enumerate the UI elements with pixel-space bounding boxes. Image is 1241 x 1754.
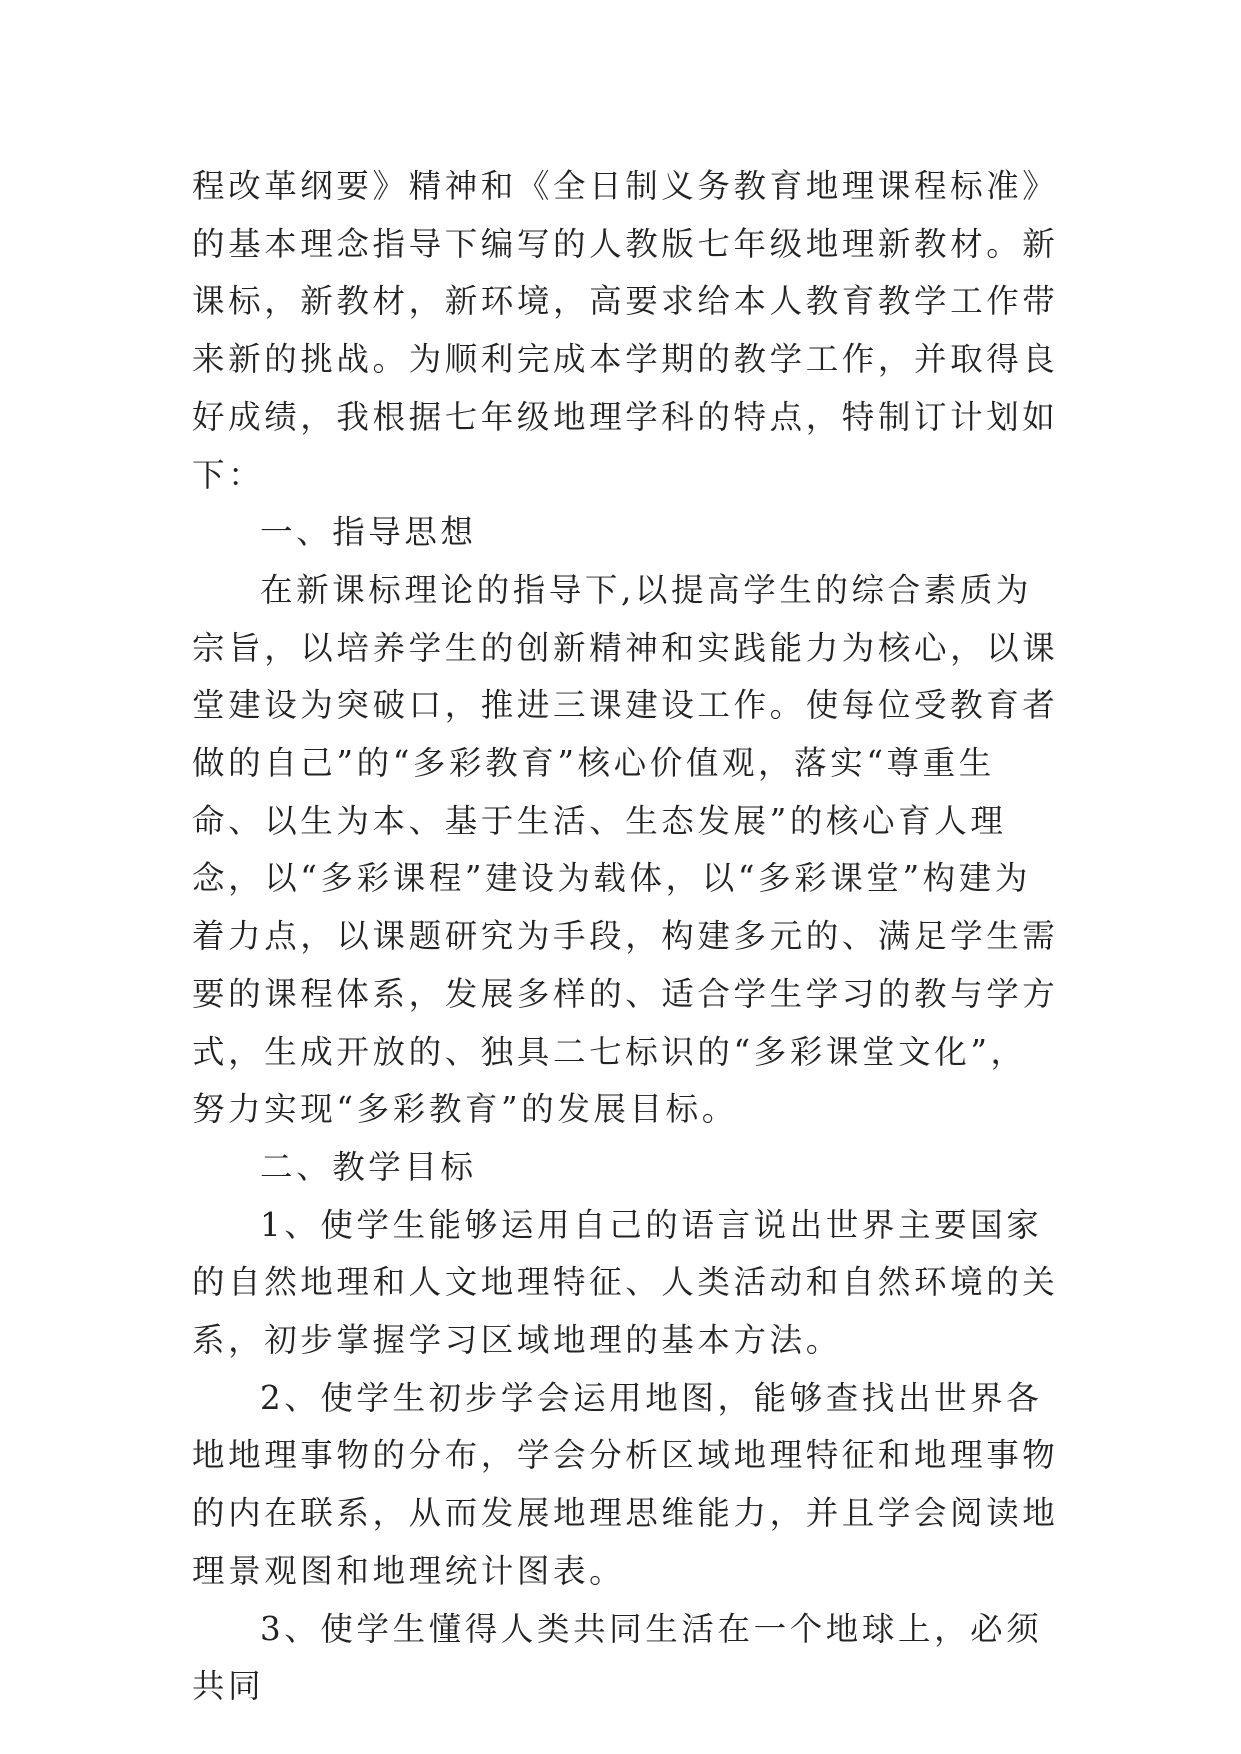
teaching-goal-1: 1、使学生能够运用自己的语言说出世界主要国家的自然地理和人文地理特征、人类活动和自然环境的关系，初步掌握学习区域地理的基本方法。 xyxy=(192,1205,1059,1360)
guiding-ideology-paragraph: 在新课标理论的指导下,以提高学生的综合素质为宗旨，以培养学生的创新精神和实践能力为核心，以课堂建设为突破口，推进三课建设工作。使每位受教育者做的自己”的“多彩教育”核心价值观，落实“尊重生命、以生为本、基于生活、生态发展”的核心育人理念，以“多彩课程”建设为载体，以“多彩课堂”构建为着力点，以课题研究为手段，构建多元的、满足学生需要的课程体系，发展多样的、适合学生学习的教与学方式，生成开放的、独具二七标识的“多彩课堂文化”，努力实现“多彩教育”的发展目标。 xyxy=(192,570,1059,1129)
intro-paragraph: 程改革纲要》精神和《全日制义务教育地理课程标准》的基本理念指导下编写的人教版七年级地理新教材。新课标，新教材，新环境，高要求给本人教育教学工作带来新的挑战。为顺利完成本学期的教学工作，并取得良好成绩，我根据七年级地理学科的特点，特制订计划如下： xyxy=(192,167,1059,494)
section-heading-guiding-ideology: 一、指导思想 xyxy=(260,513,477,552)
document-body xyxy=(192,158,1060,1716)
section-heading-teaching-goals: 二、教学目标 xyxy=(260,1147,477,1186)
teaching-goal-3: 3、使学生懂得人类共同生活在一个地球上，必须共同 xyxy=(192,1609,1043,1706)
teaching-goal-2: 2、使学生初步学会运用地图，能够查找出世界各地地理事物的分布，学会分析区域地理特征和地理事物的内在联系，从而发展地理思维能力，并且学会阅读地理景观图和地理统计图表。 xyxy=(192,1378,1059,1590)
